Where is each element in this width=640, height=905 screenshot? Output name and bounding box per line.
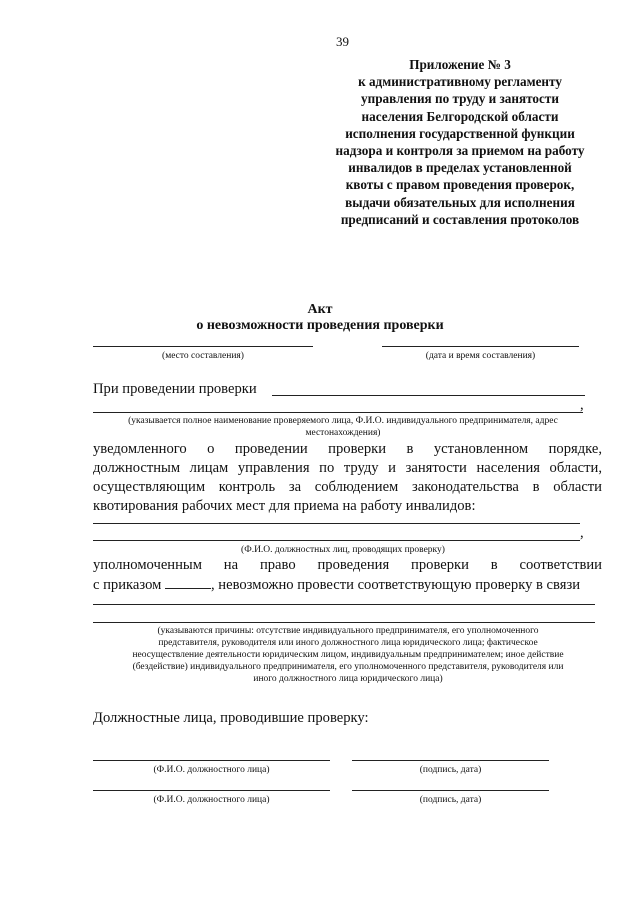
place-field[interactable] [93,346,313,347]
appendix-line: исполнения государственной функции [345,125,575,141]
comma: , [580,525,584,541]
datetime-caption: (дата и время составления) [425,351,536,361]
entity-caption [93,415,593,439]
caption-line: неосуществление деятельности юридическим лицом, индивидуальным предпринимателем; иное действие [132,650,564,660]
appendix-header [300,56,620,228]
comma: , [580,397,584,413]
signature-caption-1: (подпись, дата) [419,765,482,775]
order-line [93,575,608,595]
caption-line: местонахождения) [305,428,381,438]
official-name-field-1[interactable] [93,760,330,761]
appendix-line: инвалидов в пределах установленной [348,160,572,176]
during-inspection-label: При проведении проверки [93,381,257,397]
official-name-caption-2: (Ф.И.О. должностного лица) [153,795,270,805]
reasons-field[interactable] [93,604,595,605]
authorized-line: уполномоченным на право проведения проверки в соответствии [93,557,602,573]
notification-paragraph [93,440,602,516]
signature-field-2[interactable] [352,790,549,791]
officials-field-2[interactable] [93,540,580,541]
place-caption: (место составления) [162,351,244,361]
appendix-line: к административному регламенту [358,74,562,90]
caption-line: (указываются причины: отсутствие индивидуального предпринимателя, его уполномоченного [157,626,539,636]
inspected-entity-field-2[interactable] [93,412,583,413]
appendix-line: Приложение № 3 [409,57,511,72]
page-number: 39 [336,34,349,49]
order-prefix: с приказом [93,577,162,593]
inspected-entity-field[interactable] [272,395,585,396]
official-name-caption-1: (Ф.И.О. должностного лица) [153,765,270,775]
appendix-line: управления по труду и занятости [361,91,559,107]
paragraph-line: квотирования рабочих мест для приема на работу инвалидов: [93,498,476,514]
order-number-field[interactable] [165,575,211,589]
paragraph-line: должностным лицам управления по труду и занятости населения области, [93,460,602,476]
reasons-field-2[interactable] [93,622,595,623]
caption-line: иного должностного лица юридического лица) [253,674,443,684]
reasons-caption [93,625,603,685]
paragraph-line: уведомленного о проведении проверки в установленном порядке, [93,441,602,457]
document-title: Акт [307,302,333,317]
official-name-field-2[interactable] [93,790,330,791]
caption-line: (бездействие) индивидуального предпринимателя, его уполномоченного представителя, руководителя или [132,662,564,672]
datetime-field[interactable] [382,346,579,347]
appendix-line: предписаний и составления протоколов [340,211,580,227]
appendix-line: населения Белгородской области [361,108,559,124]
appendix-line: надзора и контроля за приемом на работу [335,143,585,159]
caption-line: представителя, руководителя или иного должностного лица юридического лица; фактическое [158,638,538,648]
appendix-line: выдачи обязательных для исполнения [345,194,575,210]
signature-caption-2: (подпись, дата) [419,795,482,805]
document-subtitle: о невозможности проведения проверки [196,318,444,333]
caption-line: (указывается полное наименование проверяемого лица, Ф.И.О. индивидуального предпринимателя, адрес [128,416,558,426]
appendix-line: квоты с правом проведения проверок, [345,177,575,193]
officials-field[interactable] [93,523,580,524]
signature-field-1[interactable] [352,760,549,761]
paragraph-line: осуществляющим контроль за соблюдением законодательства в области [93,479,602,495]
officials-caption: (Ф.И.О. должностных лиц, проводящих проверку) [241,545,445,555]
officials-heading: Должностные лица, проводившие проверку: [93,710,369,726]
order-suffix: , невозможно провести соответствующую проверку в связи [210,577,581,593]
